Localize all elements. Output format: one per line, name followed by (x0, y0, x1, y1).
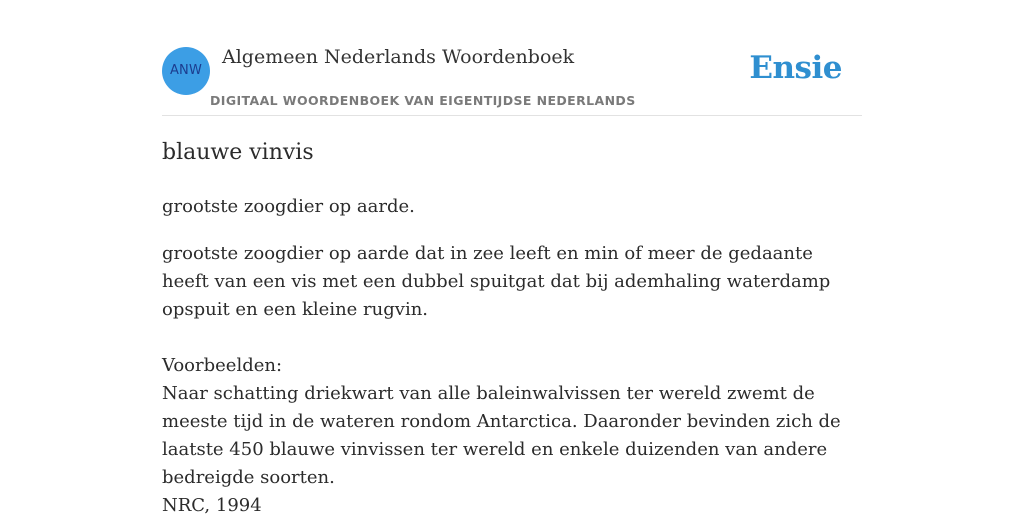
site-title[interactable]: Algemeen Nederlands Woordenboek (222, 46, 575, 68)
site-subtitle: DIGITAAL WOORDENBOEK VAN EIGENTIJDSE NEDERLANDS (210, 93, 636, 108)
page (162, 0, 862, 516)
entry-title: blauwe vinvis (162, 140, 314, 165)
example-source: NRC, 1994 (162, 495, 262, 516)
long-definition: grootste zoogdier op aarde dat in zee leeft en min of meer de gedaante heeft van een vis met een dubbel spuitgat dat bij ademhaling waterdamp opspuit en een kleine rugvin. (162, 243, 831, 320)
short-definition: grootste zoogdier op aarde. (162, 196, 415, 217)
example-text: Naar schatting driekwart van alle baleinwalvissen ter wereld zwemt de meeste tijd in de wateren rondom Antarctica. Daaronder bevinden zich de laatste 450 blauwe vinvissen ter wereld en enkele duizenden van andere bedreigde soorten. (162, 383, 841, 488)
spacer (162, 324, 862, 352)
long-definition-block (162, 240, 862, 520)
anw-logo[interactable]: ANW (162, 47, 210, 95)
site-header (162, 0, 862, 116)
examples-label: Voorbeelden: (162, 355, 283, 376)
ensie-brand-logo[interactable]: Ensie (749, 50, 842, 86)
